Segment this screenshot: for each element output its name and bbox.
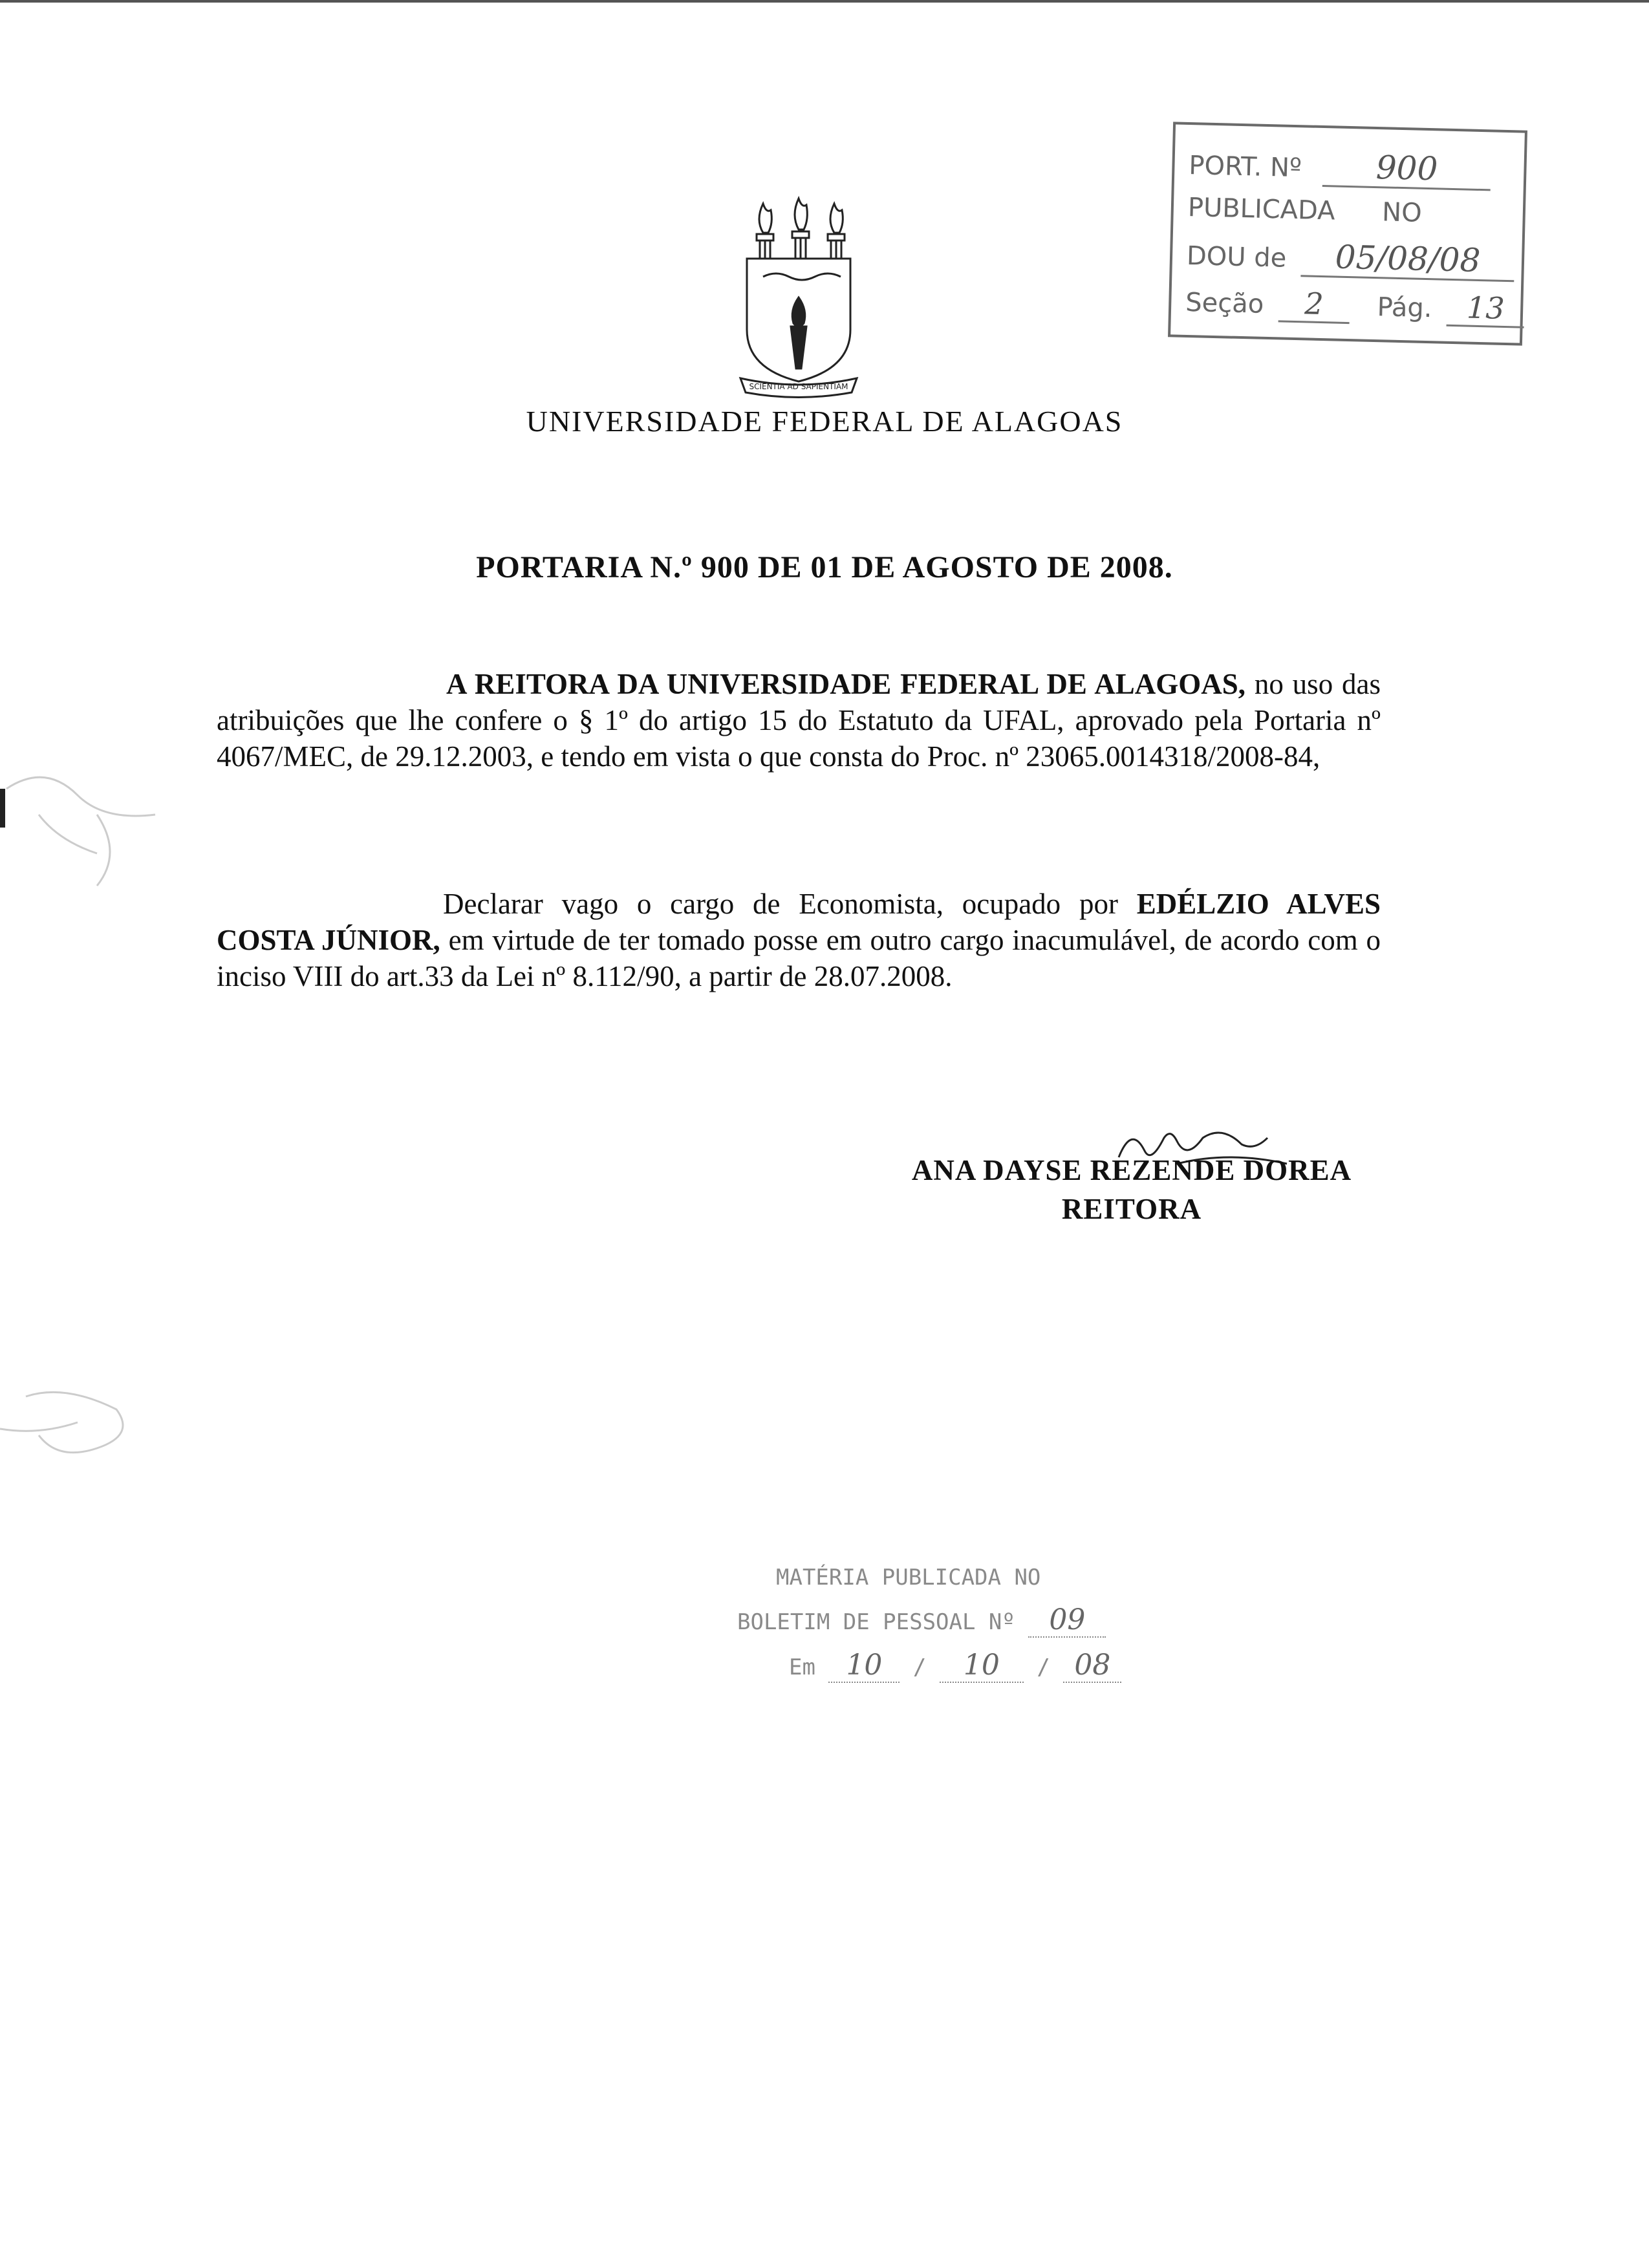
university-name: UNIVERSIDADE FEDERAL DE ALAGOAS [526,405,1123,438]
scan-edge-line [0,0,1649,3]
signer-name: ANA DAYSE REZENDE DOREA [911,1154,1352,1186]
stamp-pag-value: 13 [1447,290,1525,328]
stamp-no-label: NO [1381,197,1423,228]
stamp-pag-label: Pág. [1377,292,1433,324]
stamp-dou-row [1186,235,1514,282]
resolution-paragraph [217,886,1381,994]
stamp-secao-value: 2 [1278,285,1350,324]
boletim-em-label: Em [789,1654,815,1680]
stamp-publicada-row [1187,193,1422,228]
signer-role: REITORA [1061,1193,1202,1225]
resolution-text-1: Declarar vago o cargo de Economista, ocupado por [443,888,1118,920]
boletim-stamp [737,1558,1151,1700]
stamp-port-value: 900 [1322,147,1491,191]
signature-block [886,1151,1377,1228]
preamble-bold: A REITORA DA UNIVERSIDADE FEDERAL DE ALAGOAS, [446,668,1246,700]
stamp-dou-label: DOU de [1186,241,1287,273]
boletim-day: 10 [828,1649,900,1683]
boletim-line1: MATÉRIA PUBLICADA NO [776,1565,1041,1590]
university-crest-icon [734,194,863,401]
crest-motto: SCIENTIA AD SAPIENTIAM [749,382,848,391]
stamp-secao-row [1185,283,1525,328]
emboss-mark-upper [0,763,175,905]
stamp-port-label: PORT. Nº [1188,150,1302,184]
portaria-title: PORTARIA N.º 900 DE 01 DE AGOSTO DE 2008. [476,550,1173,584]
stamp-publicada-label: PUBLICADA [1187,192,1336,226]
boletim-month: 10 [940,1649,1024,1683]
resolution-text-2: em virtude de ter tomado posse em outro cargo inacumulável, de acordo com o inciso VIII do art.33 da Lei nº 8.112/90, a partir de 28.07.2008. [217,924,1381,992]
resolution-name-bold: EDÉLZIO ALVES COSTA JÚNIOR, [217,888,1381,956]
publication-stamp [1168,122,1527,345]
boletim-year: 08 [1063,1649,1121,1683]
preamble-text: no uso das atribuições que lhe confere o § 1º do artigo 15 do Estatuto da UFAL, aprovado pela Portaria nº 4067/MEC, de 29.12.2003, e tendo em vista o que consta do Proc. nº 23065.0014318/2008-84, [217,668,1381,773]
stamp-secao-label: Seção [1185,287,1264,319]
boletim-line2 [737,1603,1106,1638]
scan-edge-mark [0,789,5,828]
boletim-label: BOLETIM DE PESSOAL Nº [737,1609,1015,1635]
boletim-number: 09 [1028,1603,1106,1638]
emboss-mark-lower [0,1384,142,1487]
stamp-dou-date: 05/08/08 [1300,237,1514,282]
boletim-date-row: Em 10 / 10 / 08 [789,1649,1121,1683]
stamp-port-row [1189,144,1491,191]
preamble-paragraph [217,666,1381,775]
